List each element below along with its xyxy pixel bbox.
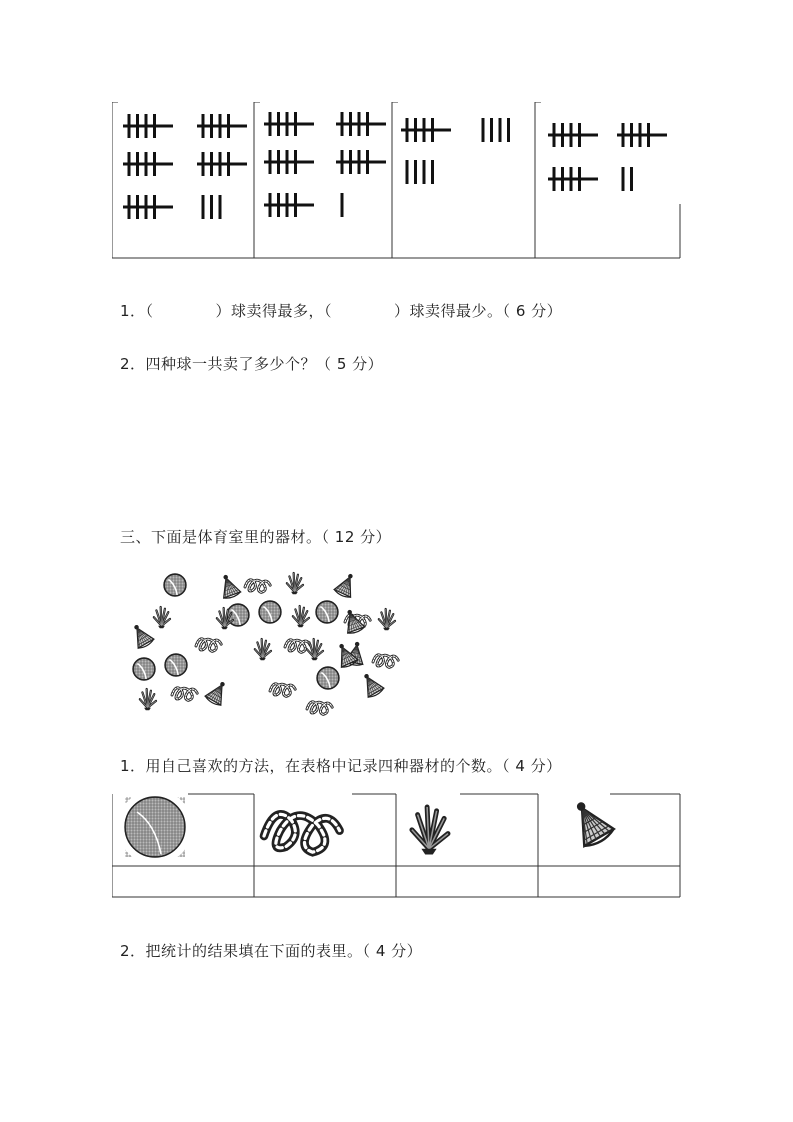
tally-mark	[264, 193, 314, 217]
ball-icon	[129, 654, 159, 684]
jump-rope-icon	[264, 814, 340, 852]
shuttlecock-icon	[255, 639, 271, 660]
tally-mark	[483, 118, 509, 142]
shuttlecock-icon	[307, 639, 323, 660]
tally-chart	[112, 102, 682, 259]
tally-mark	[623, 167, 632, 191]
shuttlecock-icon	[293, 606, 309, 627]
jump-rope-icon	[245, 580, 270, 593]
tally-mark	[617, 123, 667, 147]
tally-mark	[548, 167, 598, 191]
badminton-cone-icon	[216, 572, 241, 600]
section-3-question-2: 2．把统计的结果填在下面的表里。（ 4 分）	[120, 942, 423, 960]
question-1-most-least: 1．（ ）球卖得最多，（ ）球卖得最少。（ 6 分）	[120, 302, 563, 320]
tally-mark	[123, 152, 173, 176]
badminton-cone-icon	[333, 570, 359, 599]
shuttlecock-icon	[287, 573, 303, 594]
equipment-illustration	[120, 565, 410, 720]
badminton-cone-icon	[128, 621, 155, 650]
tally-mark	[197, 152, 247, 176]
record-table	[112, 793, 682, 898]
ball-icon	[312, 597, 342, 627]
jump-rope-icon	[285, 640, 310, 653]
tally-mark	[123, 114, 173, 138]
shuttlecock-icon	[154, 607, 170, 628]
section-3-question-1: 1．用自己喜欢的方法，在表格中记录四种器材的个数。（ 4 分）	[120, 757, 562, 775]
shuttlecock-icon	[140, 689, 156, 710]
tally-mark	[203, 195, 220, 219]
ball-icon	[121, 793, 189, 861]
ball-icon	[255, 597, 285, 627]
badminton-cone-icon	[204, 678, 231, 707]
equipment-scatter	[120, 565, 410, 720]
record-table-grid	[112, 793, 682, 898]
shuttlecock-icon	[412, 807, 448, 855]
jump-rope-icon	[172, 688, 197, 701]
badminton-cone-icon	[564, 794, 616, 849]
jump-rope-icon	[373, 655, 398, 668]
tally-mark	[336, 112, 386, 136]
tally-mark	[548, 123, 598, 147]
jump-rope-icon	[270, 684, 295, 697]
ball-icon	[161, 650, 191, 680]
jump-rope-icon	[307, 702, 332, 715]
tally-mark	[407, 160, 433, 184]
tally-mark	[401, 118, 451, 142]
shuttlecock-icon	[379, 609, 395, 630]
tally-mark	[123, 195, 173, 219]
tally-mark	[264, 112, 314, 136]
jump-rope-icon	[196, 639, 221, 652]
ball-icon	[160, 570, 190, 600]
badminton-cone-icon	[358, 670, 385, 699]
tally-mark	[197, 114, 247, 138]
tally-mark	[264, 150, 314, 174]
tally-mark	[336, 150, 386, 174]
tally-table	[112, 102, 682, 259]
question-2-total: 2．四种球一共卖了多少个？（ 5 分）	[120, 355, 384, 373]
section-3-heading: 三、下面是体育室里的器材。（ 12 分）	[120, 528, 392, 546]
ball-icon	[313, 663, 343, 693]
